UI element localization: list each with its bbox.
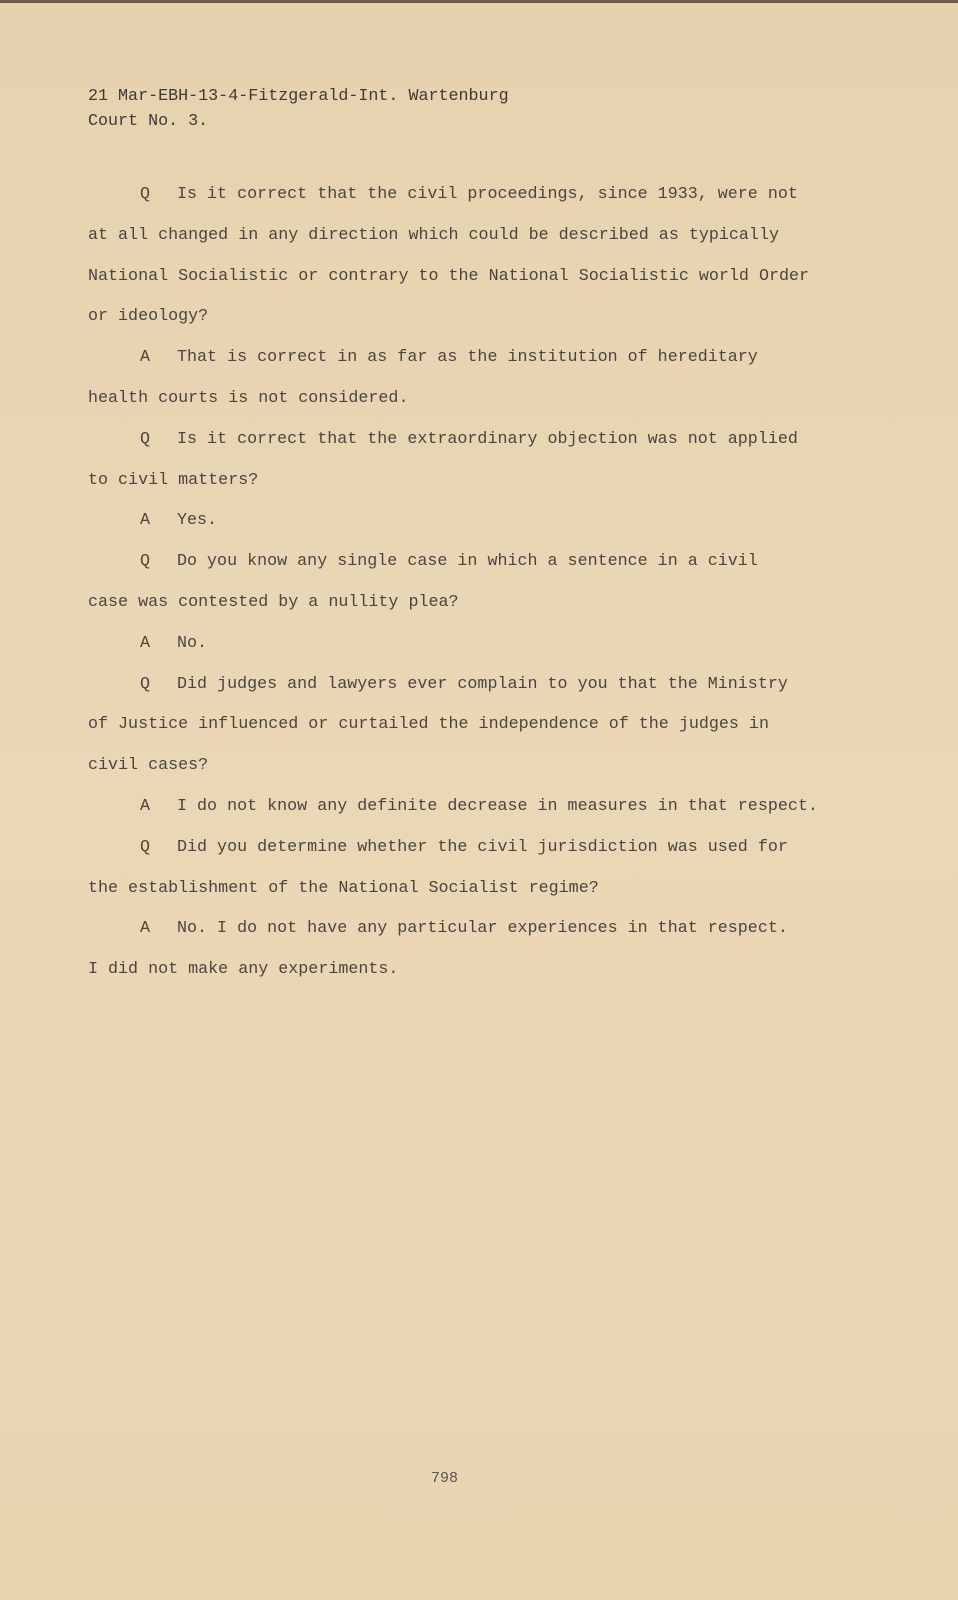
question-text-line: Is it correct that the civil proceedings, since 1933, were not — [177, 185, 798, 204]
question-marker: Q — [140, 837, 151, 857]
answer-text-line: No. I do not have any particular experiences in that respect. — [177, 919, 788, 939]
question-text-line: Is it correct that the extraordinary objection was not applied — [177, 429, 798, 449]
answer-marker: A — [140, 797, 151, 816]
answer-text-line: health courts is not considered. — [88, 389, 409, 408]
question-text-line: National Socialistic or contrary to the National Socialistic world Order — [88, 266, 810, 286]
question-marker: Q — [140, 552, 151, 572]
question-text-line: or ideology? — [88, 307, 209, 327]
question-text-line: to civil matters? — [88, 470, 259, 490]
question-text-line: the establishment of the National Socialist regime? — [88, 878, 599, 898]
question-text-line: Do you know any single case in which a sentence in a civil — [177, 552, 758, 572]
question-text-line: of Justice influenced or curtailed the independence of the judges in — [88, 715, 769, 735]
header-court: Court No. 3. — [88, 112, 209, 131]
question-marker: Q — [140, 429, 151, 449]
page-number: 798 — [431, 1470, 459, 1487]
question-marker: Q — [140, 674, 151, 694]
question-text-line: Did judges and lawyers ever complain to you that the Ministry — [177, 674, 788, 694]
answer-text-line: I do not know any definite decrease in measures in that respect. — [177, 797, 818, 816]
answer-marker: A — [140, 511, 151, 531]
question-text-line: civil cases? — [88, 756, 209, 776]
answer-text-line: That is correct in as far as the institution of hereditary — [177, 348, 758, 368]
question-text-line: Did you determine whether the civil jurisdiction was used for — [177, 837, 788, 857]
answer-text-line: No. — [177, 633, 208, 653]
answer-marker: A — [140, 919, 151, 939]
page-top-edge — [0, 0, 958, 3]
answer-text-line: Yes. — [177, 511, 218, 531]
question-text-line: at all changed in any direction which could be described as typically — [88, 225, 779, 245]
answer-text-line: I did not make any experiments. — [88, 960, 399, 980]
question-marker: Q — [140, 185, 151, 204]
header-reference: 21 Mar-EBH-13-4-Fitzgerald-Int. Wartenburg — [88, 87, 509, 106]
answer-marker: A — [140, 348, 151, 368]
question-text-line: case was contested by a nullity plea? — [88, 593, 459, 612]
answer-marker: A — [140, 633, 151, 653]
